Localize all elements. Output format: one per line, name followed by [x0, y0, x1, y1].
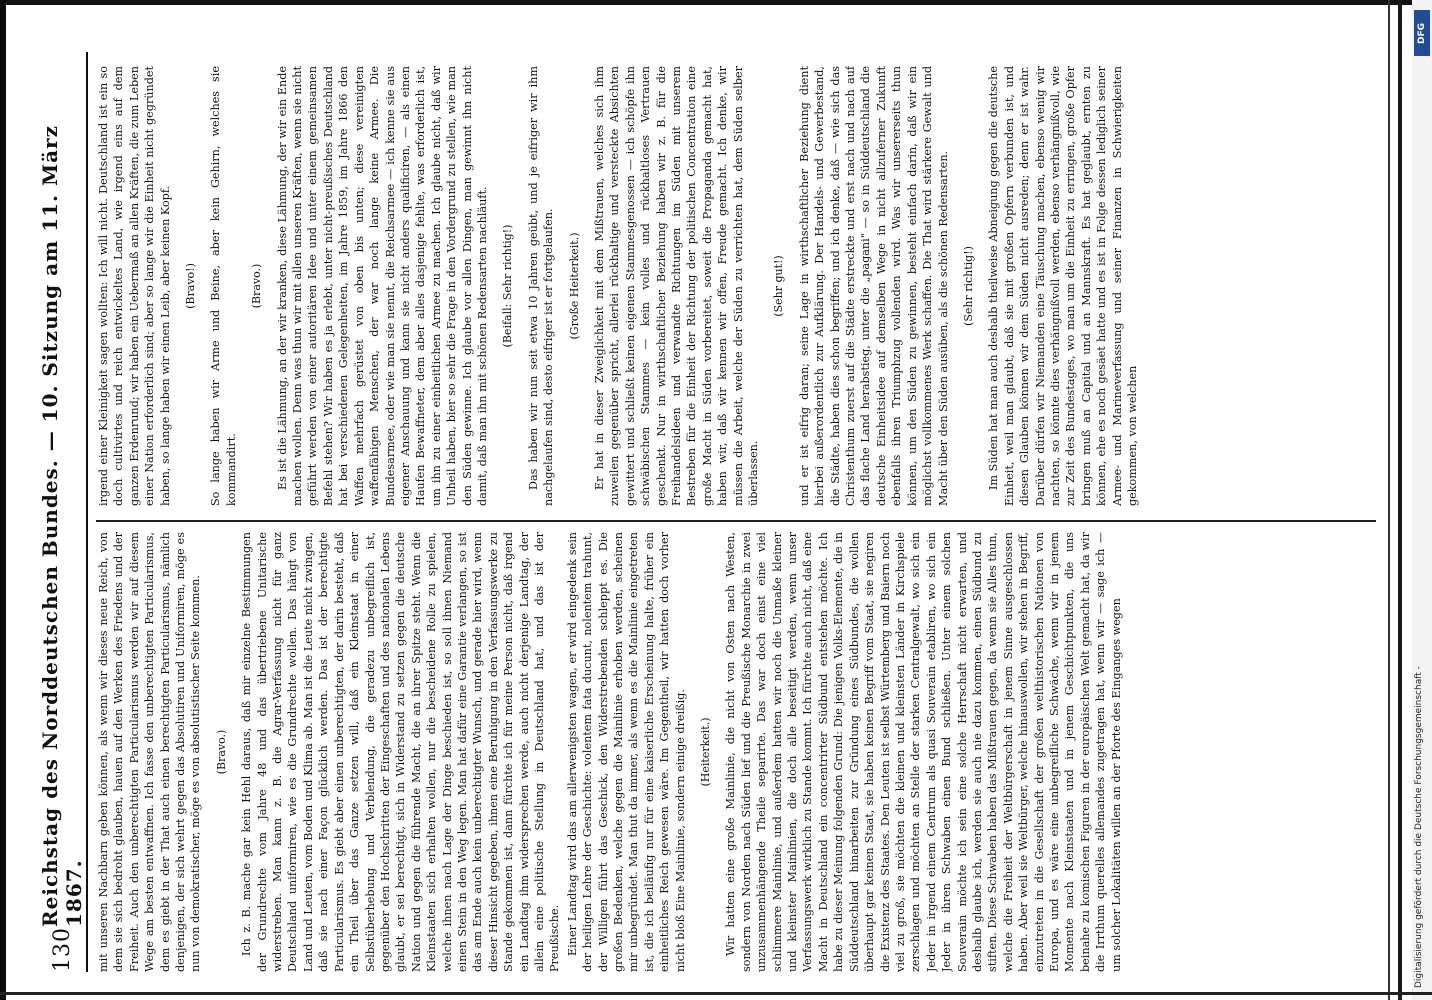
dfg-logo: DFG [1414, 10, 1430, 56]
paragraph: und er ist eifrig daran; seine Lage in wirthschaftlicher Beziehung dient hierbei außerordentlich zur Aufklärung. Der Handels- und Gewerbestand, die Städte, haben dies schon begriffen; und ich denke, daß — wie sich das Christenthum zuerst auf die Städte erstreckte und erst nach und nach auf das flache Land herabstieg, unter die „pagani" — so in Süddeutschland die deutsche Einheitsidee auf demselben Wege in nicht allzuferner Zukunft ebenfalls ihren Triumphzug vollenden wird. Was wir unsererseits thun können, um den Süden zu gewinnen, besteht einfach darin, daß wir ein möglichst vollkommenes Werk schaffen. Die That wird stärkere Gewalt und Macht über den Süden ausüben, als die schönen Redensarten. [797, 66, 950, 506]
paragraph: Es ist die Lähmung, an der wir kranken, diese Lähmung, der wir ein Ende machen wollen. Denn was thun wir mit allen unseren Kräften, wenn sie nicht geführt werden von einer autoritären Idee und unter einem gemeinsamen Befehl stehen? Wir haben es ja erlebt, unter nicht-preußisches Deutschland hat bei verschiedenen Gelegenheiten, im Jahre 1859, im Jahre 1866 den Waffen mehrfach gerüstet von oben bis unten; diese vereinigten waffenfähigen Menschen, der war noch lange keine Armee. Die Bundesarmee, oder wie man sie nennt, die Reichsarmee — ich kenne sie aus eigener Anschauung und kann sie nicht anders qualificiren, — als einen Haufen Bewaffneter, dem aber alles dasjenige fehlte, was erforderlich ist, um ihn zu einer einheitlichen Armee zu machen. Ich glaube nicht, daß wir Unheil haben, bier so sehr die Frage in den Vordergrund zu stellen, wie man den Süden gewinne. Ich glaube vor allen Dingen, man gewinnt ihn nicht damit, daß man ihn mit schönen Redensarten nachläuft. [275, 66, 489, 506]
running-title: Reichstag des Norddeutschen Bundes. — 10. Sitzung am 11. März 1867. [38, 125, 86, 927]
paragraph: Wir hatten eine große Mainlinie, die nicht von Osten nach Westen, sondern von Norden nach Süden lief und die Preußische Monarchie in zwei unzusammenhängende Theile separirte. Das war doch einst eine viel schlimmere Mainlinie, und außerdem hatten wir noch die Unmaße kleiner und kleinster Mainlinien, die doch alle beseitigt werden, wenn unser Verfassungswerk wirklich zu Stande kommt. Ich fürchte auch nicht, daß eine Macht in Deutschland ein concentrirter Südbund entstehen möchte. Ich habe zu dieser Meinung folgenden Grund: Die jenigen Volks-Elemente, die in Süddeutschland hinarbeiten zur Gründung eines Südbundes, die wollen überhaupt gar keinen Staat, sie haben keinen Begriff vom Staat, sie negiren die Existenz des Staates. Den Leuten ist selbst Würtemberg und Baiern noch viel zu groß, sie möchten die kleinen und kleinsten Länder in Kirchspiele zerschlagen und möchten an Stelle der starken Centralgewalt, wo sich ein Jeder in irgend einem Centrum als quasi Souverain etabliren, wo sich ein Jeder in ihren Schwaben einen Bund schließen. Unter einem solchen Souverain möchte ich sein eine solche Herrschaft nicht erwarten, und deshalb glaube ich, werden sie auch nie dazu kommen, einen Südbund zu stiften. Diese Schwaben haben das Mißtrauen gegen, da wenn sie Alles thun, welche die Freiheit der Weltbürgerschaft in jenem Sinne ausgeschlossen haben. Aber weil sie Weltbürger, welche hinauswollen, wir stehen in Begriff, einzutreten in die Gesellschaft der großen welthistorischen Nationen von Europa, und es wäre eine unbegreifliche Schwäche, wenn wir in jenem Momente nach Kleinstaaten und in jenem Geschichtpunkten, die uns beinahe zu komischen Figuren in der europäischen Welt gemacht hat, da wir die Irrthum querelles allemandes zugetragen hat, wenn wir — sage ich — um solcher Lokalitäten willen an der Pforte des Einganges wegen [724, 532, 1123, 972]
remark: (Bravo.) [214, 729, 228, 775]
paragraph: Im Süden hat man auch deshalb theilweise Abneigung gegen die deutsche Einheit, weil man glaubt, daß sie mit großen Opfern verbunden ist, und diesen Glauben können wir dem Süden nicht ausreden; denn er ist wahr. Darüber dürfen wir Niemanden eine Täuschung machen, ebenso wenig wir nachten, so könnte dies verhängnißvoll werden, ebenso verhängnißvoll, wie zur Zeit des Bundestages, wo man um die Einheit zu erringen, große Opfer bringen muß an Capital und an Mannskraft. Es hat geglaubt, ernten zu können, ehe es noch gesäet hatte und es ist in Folge dessen lediglich seiner Armee- und Marineverfassung und seiner Finanzen in Schwierigkeiten gekommen, von welchen [987, 66, 1139, 506]
paragraph: Einer Landtag wird das am allerwenigsten wagen, er wird eingedenk sein der heiligen Lehre der Geschichte: volentem fata ducunt, nolentem trahunt, der Willigen führt das Geschick, den Widerstrebenden schleppt es. Die großen Bedenken, welche gegen die Mainlinie erhoben werden, scheinen mir unbegründet. Man thut da immer, als wenn es die Mainlinie eingetreten ist, die ich beiläufig nur für eine kaiserliche Erscheinung halte, früher ein einheitliches Reich gewesen wäre. Im Gegentheil, wir hatten doch vorher nicht bloß Eine Mainlinie, sondern einige dreißig. [565, 532, 687, 972]
left-column [96, 532, 1376, 972]
paragraph: Ich z. B. mache gar kein Hehl daraus, daß mir einzelne Bestimmungen der Grundrechte vom Jahre 48 und das übertriebene Unitarische widerstreben. Man kann z. B. die Agrar-Verfassung nicht für ganz Deutschland uniformiren, wie es die Grundrechte wollen. Das hängt von Land und Leuten, vom Boden und Klima ab. Man ist die Leute nicht zwingen, daß sie nach einer Façon glücklich werden. Das ist der berechtigte Particularismus. Es giebt aber einen unberechtigten, der darin besteht, daß ein Theil über das Ganze setzen will, daß ein Kleinstaat in einer Selbstüberhebung und Verblendung, die geradezu unbegreiflich ist, gegenüber den Hochschritten der Eingeschaften und des nationalen Lebens glaubt, er sei berechtigt, sich in Widerstand zu setzen gegen die deutsche Nation und gegen die führende Macht, die an ihrer Spitze steht. Wenn die Kleinstaaten sich erhalten wollen, nur die bescheidene Rolle zu spielen, welche ihnen nach Lage der Dinge beschieden ist, so soll ihnen Niemand einen Stein in den Weg legen. Man hat dafür eine Garantie verlangen, so ist das am Ende auch kein unberechtigter Wunsch, und gerade hier wird, wenn dieser Hinsicht gegeben, ihnen eine Beruhigung in den Verfassungswerke zu Stande gekommen ist, dann fürchte ich für meine Person nicht, daß irgend ein Landtag ihm widersprechen werde, auch nicht derjenige Landtag, der allein eine politische Stellung in Deutschland hat, und das ist der Preußische. [240, 532, 562, 972]
watermark-text: Digitalisierung gefördert durch die Deutsche Forschungsgemeinschaft - [1414, 666, 1424, 988]
right-column [96, 66, 1376, 506]
scan-edge-left [0, 0, 6, 1000]
paragraph: mit unseren Nachbarn geben können, als wenn wir dieses neue Reich, von dem sie sich bedroht glauben, hauen auf den Werken des Friedens und der Freiheit. Auch den unberechtigten Particularismus werden wir auf diesem Wege am besten entwaffnen. Ich fasse den unberechtigten Particularismus, dem es giebt in der That auch einen berechtigten Particularismus, nämlich denjenigen, der sich wehrt gegen das Absolutiren und Uniformiren, möge es nun von demokratischer, möge es von absolutistischer Seite kommen. [97, 532, 203, 972]
scan-edge-top [0, 0, 1432, 5]
watermark [1414, 8, 1430, 998]
remark: (Heiterkeit.) [699, 717, 713, 787]
scan-edge-right [1398, 0, 1402, 1000]
remark: (Große Heiterkeit.) [567, 232, 581, 340]
page-number: 130 [49, 927, 75, 972]
remark: (Sehr gut!) [772, 255, 786, 317]
scan-edge-right-inner [1388, 0, 1390, 1000]
paragraph: Er hat in dieser Zweiglichkeit mit dem Mißtrauen, welches sich ihm zuweilen gegenüber spricht, allerlei rückhaltige und versteckte Absichten gewittert und schließt keinen eigenen Stammesgenossen — ich schöpfe ihn schwäbischen Stammes — kein volles und rückhaltloses Vertrauen geschenkt. Nur in wirthschaftlicher Beziehung haben wir z. B. für die Freihandelsideen und verwandte Richtungen im Süden mit unserem Bestreben für die Einheit der Richtung der politischen Concentration eine große Macht in Süden vorbereitet, soweit die Propaganda gemacht hat, haben wir, daß wir kennen wir offen, Freude gemacht. Ich denke, wir müssen die Arbeit, welche der Süden zu verrichten hat, dem Süden selber überlassen. [592, 66, 761, 506]
remark: (Bravo!) [184, 263, 198, 309]
remark: (Sehr richtig!) [961, 246, 975, 326]
paragraph: Das haben wir nun seit etwa 10 Jahren geübt, und je eifriger wir ihm nachgelaufen sind, desto eifriger ist er fortgelaufen. [526, 66, 556, 506]
paragraph: So lange haben wir Arme und Beine, aber kein Gehirn, welches sie kommandirt. [209, 66, 238, 506]
remark: (Bravo.) [250, 263, 264, 309]
column-divider [96, 520, 1376, 522]
rotated-page-content [40, 52, 1380, 972]
remark: (Beifall: Sehr richtig!) [501, 224, 515, 348]
page-header [40, 52, 84, 972]
paragraph: irgend einer Kleinigkeit sagen wollten: Ich will nicht. Deutschland ist ein so doch cultivirtes und reich entwickeltes Land, wie irgend eins auf dem ganzen Erdenrund; wir haben ein Uebermaß an allen Kräften, die zum Leben einer Nation erforderlich sind; aber so lange wir die Einheit nicht gegründet haben, so lange haben wir einen Leib, aber keinen Kopf. [97, 66, 172, 506]
scan-edge-bottom [0, 992, 1432, 995]
header-rule [86, 52, 88, 972]
